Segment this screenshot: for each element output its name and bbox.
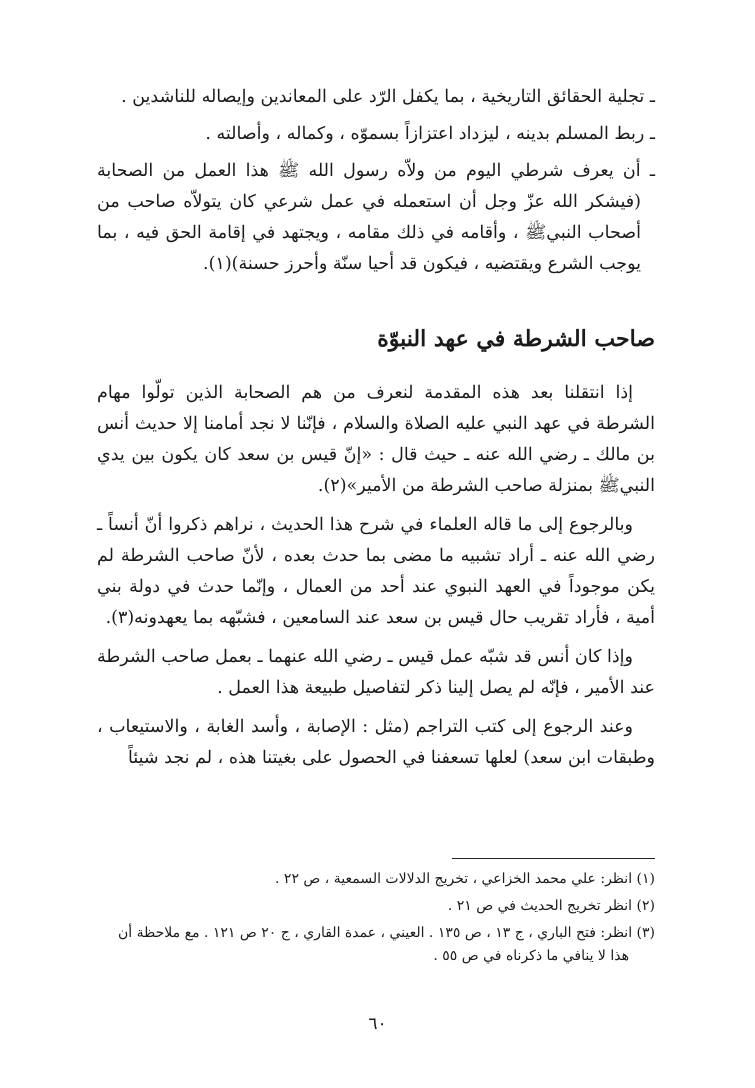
page-number: ٦٠ xyxy=(368,1014,387,1034)
list-item: ـ ربط المسلم بدينه ، ليزداد اعتزازاً بسموّه ، وكماله ، وأصالته . xyxy=(205,124,655,144)
page-body xyxy=(97,82,655,782)
paragraph: وعند الرجوع إلى كتب التراجم (مثل : الإصابة ، وأسد الغابة ، والاستيعاب ، وطبقات ابن سعد) لعلها تسعفنا في الحصول على بغيتنا هذه ، لم نجد شيئاً xyxy=(97,717,655,768)
footnote: (٣) انظر: فتح الباري ، ج ١٣ ، ص ١٣٥ . العيني ، عمدة القاري ، ج ٢٠ ص ١٢١ . مع ملاحظة أن هذا لا ينافي ما ذكرناه في ص ٥٥ . xyxy=(118,925,655,964)
footnote: (١) انظر: علي محمد الخزاعي ، تخريج الدلالات السمعية ، ص ٢٢ . xyxy=(275,871,655,887)
list-item: ـ أن يعرف شرطي اليوم من ولاّه رسول الله ﷺ هذا العمل من الصحابة (فيشكر الله عزّ وجل أن استعمله في عمل شرعي كان يتولاّه صاحب من أصحاب النبيﷺ ، وأقامه في ذلك مقامه ، ويجتهد في إقامة الحق فيه ، بما يوجب الشرع ويقتضيه ، فيكون قد أحيا سنّة وأحرز حسنة)(١). xyxy=(97,161,655,274)
footnote: (٢) انظر تخريج الحديث في ص ٢١ . xyxy=(447,898,655,914)
paragraph: إذا انتقلنا بعد هذه المقدمة لنعرف من هم الصحابة الذين تولّوا مهام الشرطة في عهد النبي عليه الصلاة والسلام ، فإنّنا لا نجد أمامنا إلا حديث أنس بن مالك ـ رضي الله عنه ـ حيث قال : «إنّ قيس بن سعد كان يكون بين يدي النبيﷺ بمنزلة صاحب الشرطة من الأمير»(٢). xyxy=(97,383,655,496)
footnotes xyxy=(97,868,655,972)
list-item: ـ تجلية الحقائق التاريخية ، بما يكفل الرّد على المعاندين وإيصاله للناشدين . xyxy=(121,87,655,107)
footnote-divider xyxy=(452,858,655,859)
paragraph: وبالرجوع إلى ما قاله العلماء في شرح هذا الحديث ، نراهم ذكروا أنّ أنساً ـ رضي الله عنه ـ أراد تشبيه ما مضى بما حدث بعده ، لأنّ صاحب الشرطة لم يكن موجوداً في العهد النبوي عند أحد من العمال ، وإنّما حدث في دولة بني أمية ، فأراد تقريب حال قيس بن سعد عند السامعين ، فشبّهه بما يعهدونه(٣). xyxy=(97,515,655,628)
paragraph: وإذا كان أنس قد شبّه عمل قيس ـ رضي الله عنهما ـ بعمل صاحب الشرطة عند الأمير ، فإنّه لم يصل إلينا ذكر لتفاصيل طبيعة هذا العمل . xyxy=(97,647,655,698)
section-heading: صاحب الشرطة في عهد النبوّة xyxy=(377,326,655,352)
